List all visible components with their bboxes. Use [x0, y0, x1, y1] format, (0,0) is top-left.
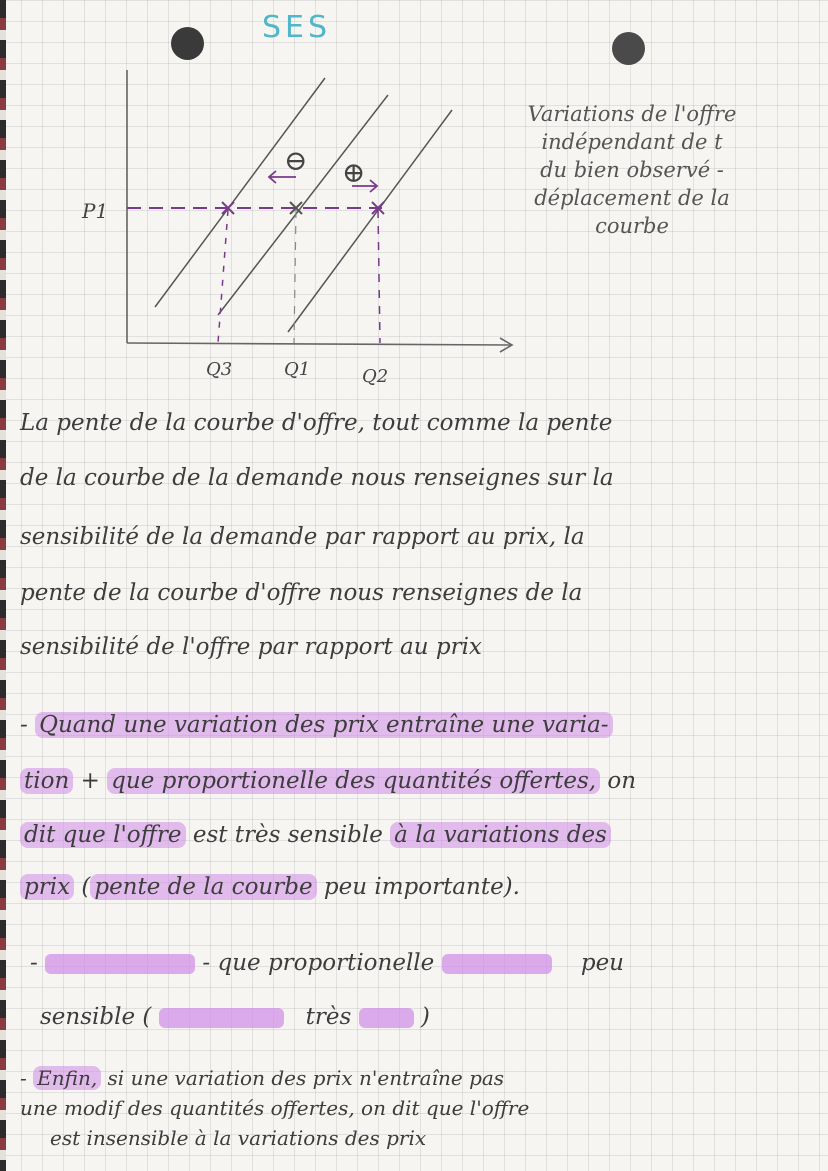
highlighted-text: que proportionelle des quantités offertes,	[107, 768, 600, 794]
highlighted-text: Quand une variation des prix entraîne une varia-	[35, 712, 612, 738]
q1-label: Q1	[284, 359, 311, 380]
paragraph3-line2	[40, 1004, 430, 1030]
note-line: indépendant de t	[541, 130, 723, 154]
highlighted-text: à la variations des	[390, 822, 611, 848]
dash: -	[30, 950, 38, 976]
supply-curve-middle	[218, 95, 388, 315]
paragraph4-line2: une modif des quantités offertes, on dit que l'offre	[20, 1096, 530, 1120]
paragraph1-line: sensibilité de la demande par rapport au prix, la	[20, 524, 585, 550]
highlighted-text: dit que l'offre	[20, 822, 186, 848]
supply-curve-right	[288, 110, 452, 332]
x-axis	[127, 343, 510, 345]
paragraph2-line1	[20, 712, 613, 738]
graph-note	[462, 100, 802, 240]
plain-text: sensible (	[40, 1004, 152, 1030]
plus-sign: ⊕	[342, 156, 366, 189]
plain-text: - que proportionelle	[202, 950, 435, 976]
drop-q2	[378, 210, 380, 343]
supply-curve-left	[155, 78, 325, 307]
highlight-blank	[159, 1008, 284, 1028]
plain-text: peu importante).	[316, 874, 520, 900]
paragraph2-line2	[20, 768, 636, 794]
dash: -	[20, 712, 36, 738]
plain-text: (	[74, 874, 91, 900]
paragraph3-line1	[30, 950, 624, 976]
note-line: courbe	[595, 214, 669, 238]
minus-sign: ⊖	[284, 144, 308, 177]
highlighted-text: prix	[20, 874, 74, 900]
highlight-blank	[359, 1008, 414, 1028]
plain-text: si une variation des prix n'entraîne pas	[101, 1066, 505, 1090]
highlighted-text: pente de la courbe	[90, 874, 316, 900]
drop-q3	[218, 210, 228, 343]
paragraph4-line1	[20, 1066, 504, 1090]
plain-text: peu	[580, 950, 624, 976]
q2-label: Q2	[362, 366, 389, 387]
note-line: Variations de l'offre	[527, 102, 737, 126]
paragraph1-line: de la courbe de la demande nous renseignes sur la	[20, 465, 614, 491]
plain-text: très	[305, 1004, 352, 1030]
paragraph2-line3	[20, 822, 611, 848]
highlight-blank	[45, 954, 195, 974]
highlighted-text: tion	[20, 768, 73, 794]
note-line: déplacement de la	[534, 186, 730, 210]
page-edge	[0, 0, 6, 1171]
page-title: SES	[262, 10, 332, 45]
paragraph1-line: La pente de la courbe d'offre, tout comme la pente	[20, 410, 613, 436]
paragraph1-line: sensibilité de l'offre par rapport au prix	[20, 634, 482, 660]
binder-hole-left	[171, 27, 204, 60]
paragraph4-line3: est insensible à la variations des prix	[50, 1126, 427, 1150]
plain-text: on	[600, 768, 637, 794]
plain-text: )	[420, 1004, 430, 1030]
plain-text: +	[73, 768, 108, 794]
note-line: du bien observé -	[540, 158, 724, 182]
highlight-blank	[442, 954, 552, 974]
q3-label: Q3	[206, 359, 233, 380]
price-label: P1	[82, 199, 109, 223]
paragraph1-line: pente de la courbe d'offre nous renseignes de la	[20, 580, 583, 606]
plain-text: est très sensible	[185, 822, 391, 848]
binder-hole-right	[612, 32, 645, 65]
paragraph2-line4	[20, 874, 520, 900]
highlighted-text: Enfin,	[33, 1066, 101, 1090]
dash: -	[20, 1066, 34, 1090]
